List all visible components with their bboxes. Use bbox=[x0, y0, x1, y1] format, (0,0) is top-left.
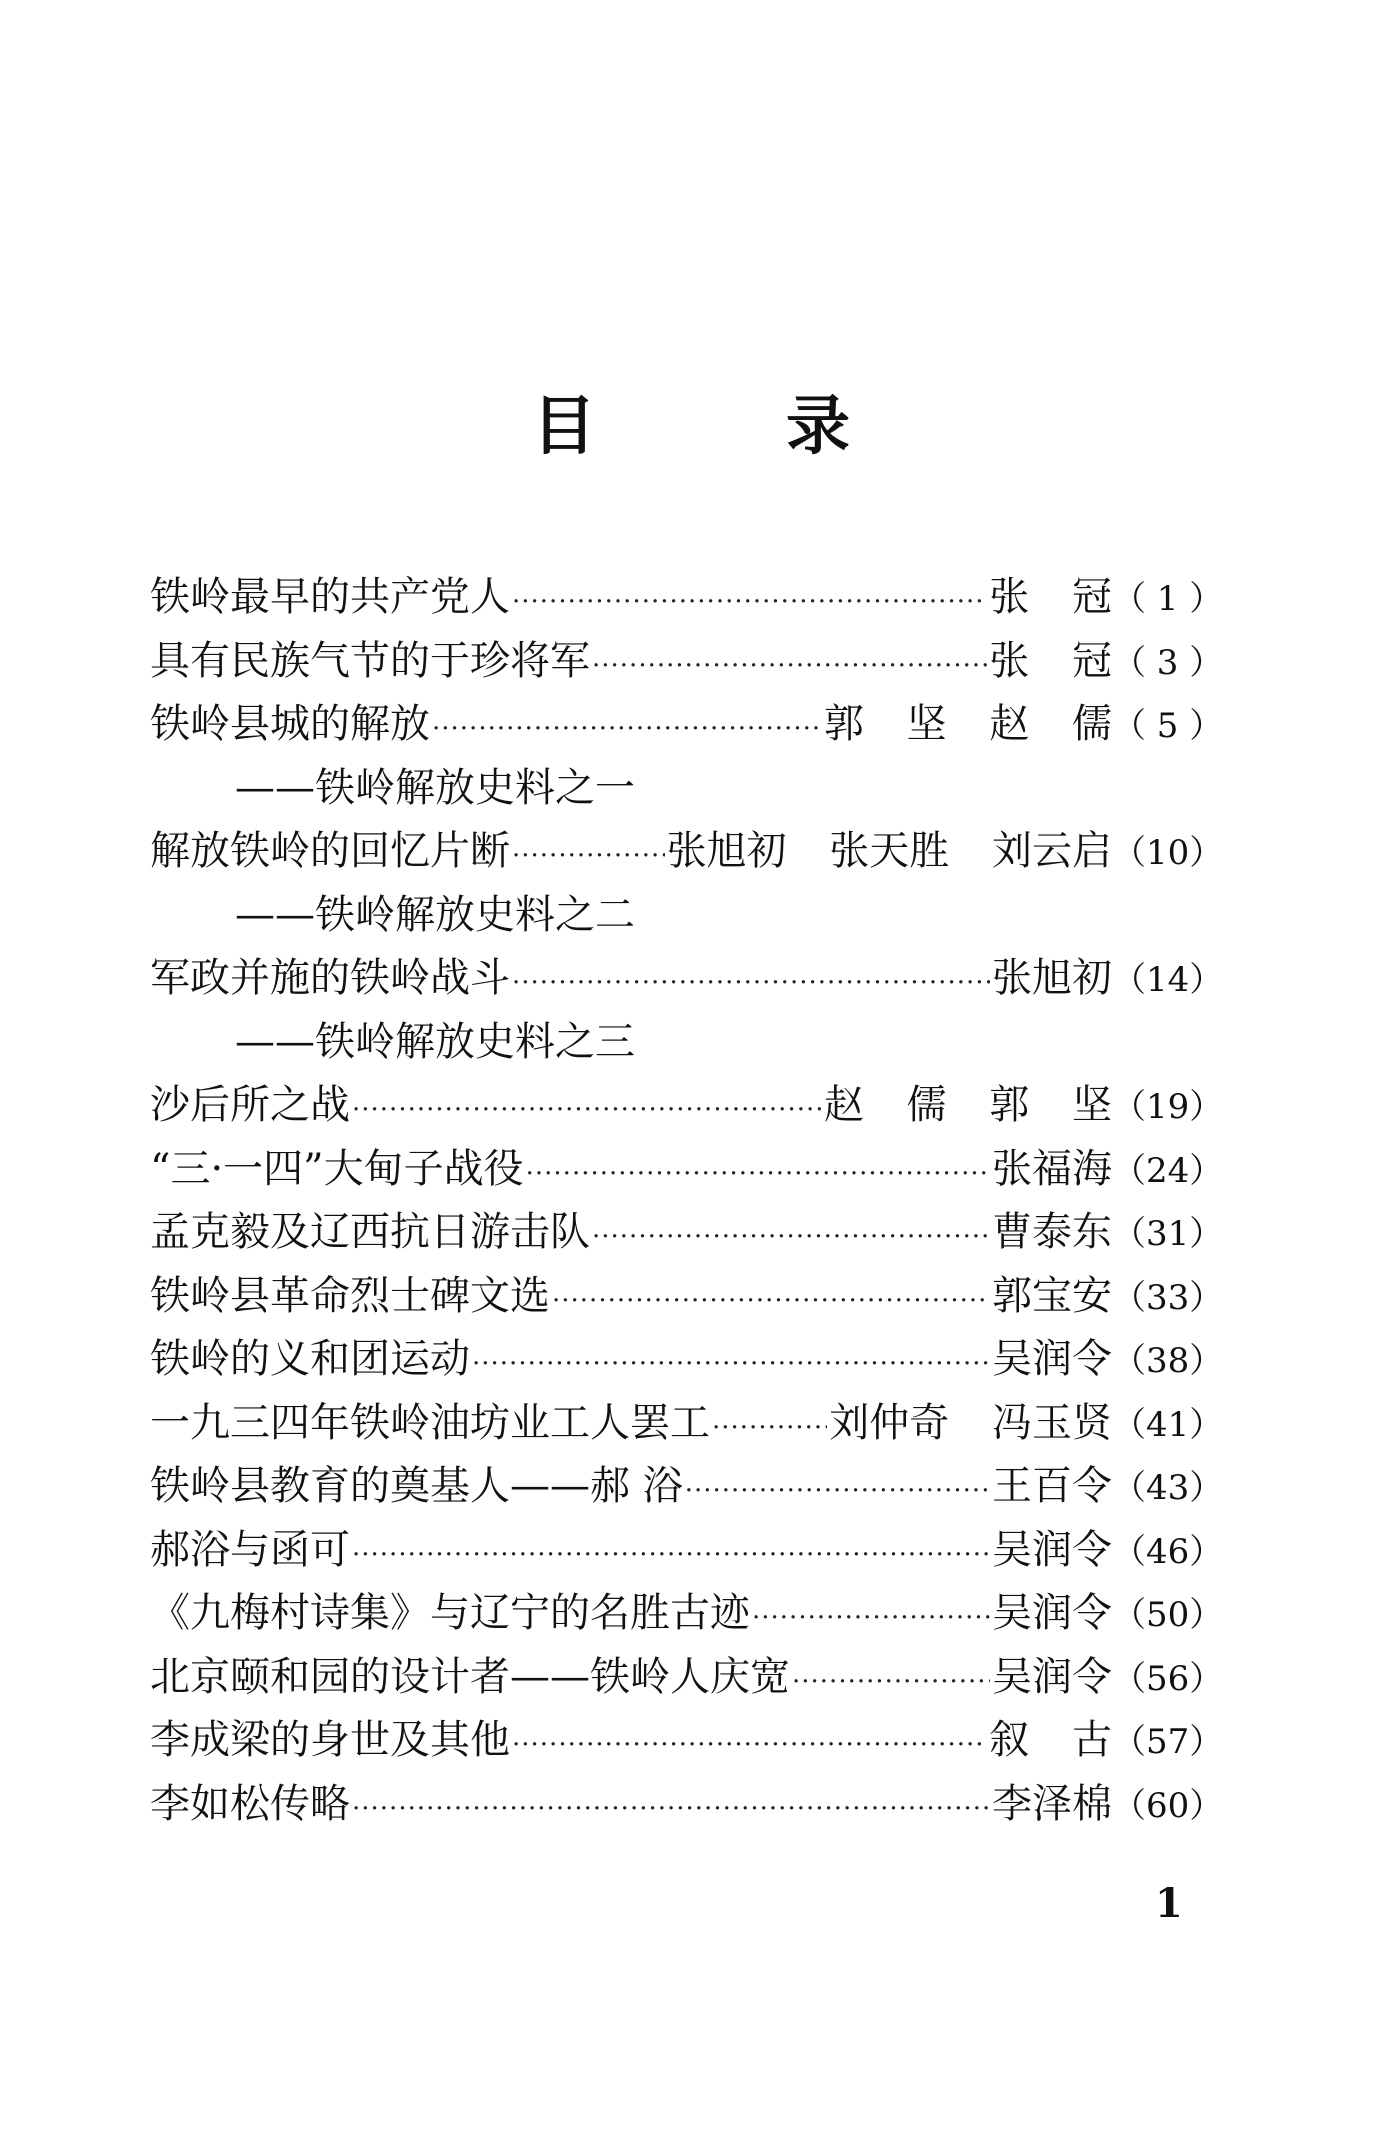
toc-entry[interactable] bbox=[150, 947, 1222, 1011]
entry-page: （ 1 ） bbox=[1112, 579, 1224, 619]
entry-title: 李如松传略 bbox=[150, 1780, 350, 1827]
entry-title: 具有民族气节的于珍将军 bbox=[150, 637, 590, 684]
toc-entry[interactable] bbox=[150, 1773, 1222, 1837]
entry-page: （33） bbox=[1112, 1277, 1224, 1318]
entry-page: （31） bbox=[1112, 1214, 1224, 1254]
toc-entry[interactable] bbox=[150, 820, 1222, 884]
entry-title: 解放铁岭的回忆片断 bbox=[150, 828, 510, 874]
toc-entry[interactable] bbox=[150, 1138, 1222, 1202]
entry-page: （38） bbox=[1112, 1341, 1224, 1381]
entry-title: 沙后所之战 bbox=[150, 1082, 350, 1128]
entry-author: 刘仲奇 冯玉贤 bbox=[829, 1399, 1112, 1446]
toc-entry[interactable] bbox=[150, 566, 1222, 630]
toc-entry[interactable] bbox=[150, 1328, 1222, 1392]
dot-leader bbox=[712, 1397, 827, 1461]
toc-entry[interactable] bbox=[150, 630, 1222, 694]
entry-title: 《九梅村诗集》与辽宁的名胜古迹 bbox=[150, 1590, 750, 1636]
entry-title: 孟克毅及辽西抗日游击队 bbox=[150, 1209, 590, 1255]
page-number: 1 bbox=[1155, 1880, 1183, 1927]
page-title-char-1: 目 bbox=[532, 389, 596, 464]
entry-page: （60） bbox=[1112, 1785, 1224, 1826]
entry-title: 铁岭县城的解放 bbox=[150, 701, 430, 747]
toc-entry[interactable] bbox=[150, 1455, 1222, 1519]
entry-author: 郭 坚 赵 儒 bbox=[823, 701, 1112, 747]
entry-title: 铁岭的义和团运动 bbox=[150, 1336, 470, 1382]
entry-title: 铁岭县教育的奠基人——郝 浴 bbox=[150, 1463, 683, 1509]
entry-page: （ 5 ） bbox=[1112, 706, 1224, 746]
entry-title: 铁岭最早的共产党人 bbox=[150, 574, 510, 620]
toc-subtitle bbox=[150, 757, 1222, 821]
dot-leader bbox=[752, 1587, 990, 1651]
entry-subtitle: ——铁岭解放史料之一 bbox=[235, 764, 635, 811]
dot-leader bbox=[352, 1778, 990, 1842]
entry-page: （ 3 ） bbox=[1112, 642, 1224, 683]
table-of-contents bbox=[150, 566, 1222, 1836]
entry-title: 军政并施的铁岭战斗 bbox=[150, 955, 510, 1001]
dot-leader bbox=[512, 571, 987, 635]
dot-leader bbox=[512, 825, 665, 889]
entry-author: 吴润令 bbox=[992, 1653, 1112, 1700]
dot-leader bbox=[592, 635, 987, 699]
entry-author: 郭宝安 bbox=[992, 1272, 1112, 1319]
toc-entry[interactable] bbox=[150, 1392, 1222, 1456]
dot-leader bbox=[685, 1460, 990, 1524]
dot-leader bbox=[512, 952, 990, 1016]
toc-subtitle bbox=[150, 884, 1222, 948]
toc-entry[interactable] bbox=[150, 1709, 1222, 1773]
entry-title: “三·一四”大甸子战役 bbox=[150, 1145, 524, 1192]
entry-author: 王百令 bbox=[992, 1463, 1112, 1509]
dot-leader bbox=[552, 1270, 990, 1334]
entry-author: 赵 儒 郭 坚 bbox=[823, 1082, 1112, 1128]
entry-page: （57） bbox=[1112, 1722, 1224, 1762]
toc-entry[interactable] bbox=[150, 1646, 1222, 1710]
entry-title: 铁岭县革命烈士碑文选 bbox=[150, 1272, 550, 1319]
dot-leader bbox=[472, 1333, 990, 1397]
entry-title: 郝浴与函可 bbox=[150, 1526, 350, 1573]
entry-page: （41） bbox=[1112, 1404, 1224, 1445]
entry-title: 李成梁的身世及其他 bbox=[150, 1717, 510, 1763]
entry-page: （46） bbox=[1112, 1531, 1224, 1572]
entry-author: 李泽棉 bbox=[992, 1780, 1112, 1827]
entry-page: （50） bbox=[1112, 1595, 1224, 1635]
entry-author: 张旭初 张天胜 刘云启 bbox=[666, 828, 1112, 874]
entry-page: （43） bbox=[1112, 1468, 1224, 1508]
entry-page: （24） bbox=[1112, 1150, 1224, 1191]
toc-entry[interactable] bbox=[150, 1265, 1222, 1329]
toc-subtitle bbox=[150, 1011, 1222, 1075]
entry-author: 吴润令 bbox=[992, 1590, 1112, 1636]
page-title-char-2: 录 bbox=[786, 389, 850, 464]
dot-leader bbox=[592, 1206, 990, 1270]
toc-entry[interactable] bbox=[150, 693, 1222, 757]
toc-entry[interactable] bbox=[150, 1519, 1222, 1583]
entry-author: 曹泰东 bbox=[992, 1209, 1112, 1255]
toc-entry[interactable] bbox=[150, 1074, 1222, 1138]
dot-leader bbox=[792, 1651, 990, 1715]
dot-leader bbox=[432, 698, 822, 762]
entry-page: （56） bbox=[1112, 1658, 1224, 1699]
entry-author: 张 冠 bbox=[989, 574, 1112, 620]
entry-page: （19） bbox=[1112, 1087, 1224, 1127]
entry-subtitle: ——铁岭解放史料之二 bbox=[235, 891, 635, 938]
entry-subtitle: ——铁岭解放史料之三 bbox=[235, 1018, 635, 1065]
page-title bbox=[0, 375, 1382, 467]
toc-entry[interactable] bbox=[150, 1201, 1222, 1265]
entry-author: 吴润令 bbox=[992, 1336, 1112, 1382]
dot-leader bbox=[526, 1143, 990, 1207]
toc-entry[interactable] bbox=[150, 1582, 1222, 1646]
entry-author: 张福海 bbox=[992, 1145, 1112, 1192]
entry-author: 吴润令 bbox=[992, 1526, 1112, 1573]
entry-author: 张 冠 bbox=[989, 637, 1112, 684]
dot-leader bbox=[352, 1079, 822, 1143]
entry-author: 叙 古 bbox=[989, 1717, 1112, 1763]
entry-title: 一九三四年铁岭油坊业工人罢工 bbox=[150, 1399, 710, 1446]
entry-title: 北京颐和园的设计者——铁岭人庆宽 bbox=[150, 1653, 790, 1700]
entry-page: （14） bbox=[1112, 960, 1224, 1000]
entry-page: （10） bbox=[1112, 833, 1224, 873]
dot-leader bbox=[352, 1524, 990, 1588]
dot-leader bbox=[512, 1714, 987, 1778]
entry-author: 张旭初 bbox=[992, 955, 1112, 1001]
